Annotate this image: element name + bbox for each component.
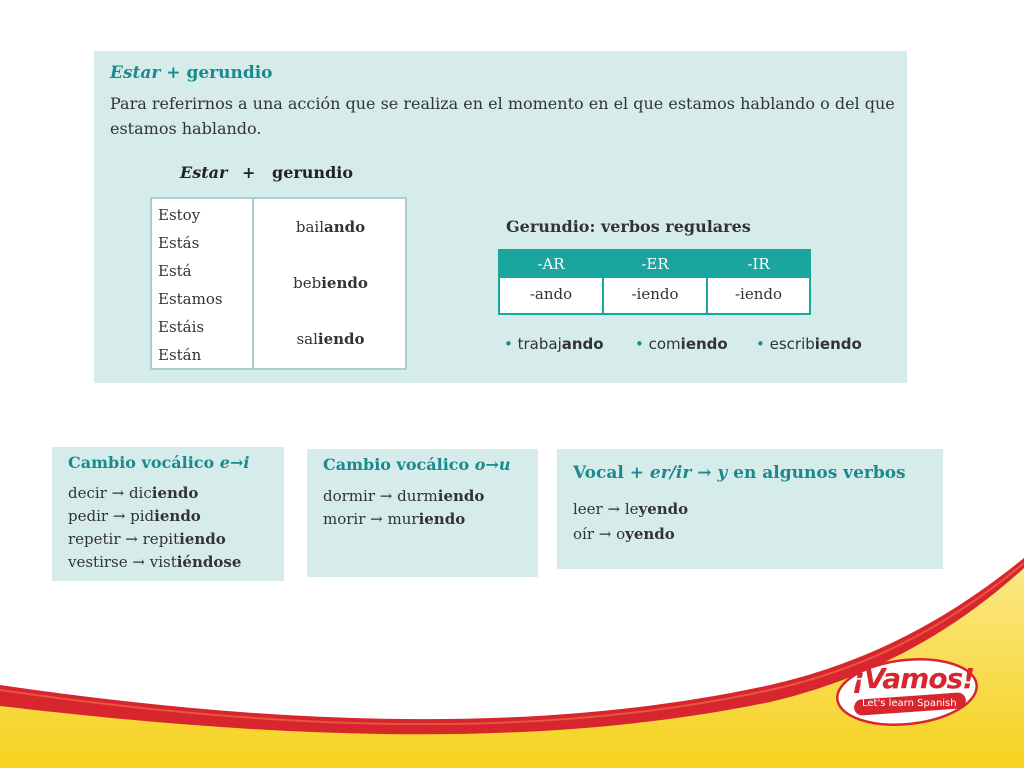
- pronoun-estoy: Estoy: [158, 206, 201, 224]
- box3-line-oir: oír → oyendo: [573, 525, 675, 543]
- example-comiendo: • comiendo: [635, 335, 728, 353]
- conjugation-table: [150, 197, 407, 370]
- subhead-plus: +: [242, 163, 256, 182]
- pronoun-estas: Estás: [158, 234, 200, 252]
- box1-line-vestirse: vestirse → vistiéndose: [68, 553, 242, 571]
- header-ir: -IR: [747, 255, 770, 273]
- subhead-gerundio: gerundio: [272, 163, 353, 182]
- logo-brand: ¡Vamos!: [852, 662, 975, 695]
- gerund-bailando: bailando: [295, 218, 366, 236]
- header-er: -ER: [641, 255, 669, 273]
- header-ar: -AR: [537, 255, 565, 273]
- box3-line-leer: leer → leyendo: [573, 500, 689, 518]
- box3-title: Vocal + er/ir → y en algunos verbos: [573, 463, 906, 483]
- title-estar: Estar: [110, 63, 161, 83]
- box2-line-morir: morir → muriendo: [323, 510, 466, 528]
- box2-title: Cambio vocálico o→u: [323, 455, 511, 474]
- gerund-bebiendo: bebiendo: [293, 274, 368, 292]
- box1-line-pedir: pedir → pidiendo: [68, 507, 201, 525]
- regular-endings-table: [498, 249, 811, 315]
- ending-er: -iendo: [631, 285, 679, 303]
- title-gerundio: + gerundio: [160, 63, 273, 83]
- example-trabajando: • trabajando: [504, 335, 604, 353]
- vamos-logo: [832, 654, 982, 734]
- logo-tagline: Let's learn Spanish: [862, 698, 957, 709]
- pronoun-estais: Estáis: [158, 318, 205, 336]
- box2-line-dormir: dormir → durmiendo: [323, 487, 485, 505]
- example-escribiendo: • escribiendo: [756, 335, 862, 353]
- subhead-estar: Estar: [180, 163, 228, 182]
- gerund-saliendo: saliendo: [296, 330, 365, 348]
- pronoun-esta: Está: [158, 262, 192, 280]
- box1-line-repetir: repetir → repitiendo: [68, 530, 226, 548]
- ending-ar: -ando: [529, 285, 573, 303]
- regular-verbs-title: Gerundio: verbos regulares: [506, 217, 751, 236]
- pronoun-estamos: Estamos: [158, 290, 223, 308]
- ending-ir: -iendo: [734, 285, 783, 303]
- pronoun-estan: Están: [158, 346, 202, 364]
- panel-title: [110, 63, 273, 83]
- estar-gerundio-panel: [94, 51, 907, 383]
- panel-description: Para referirnos a una acción que se realiza en el momento en el que estamos hablando o del que estamos hablando.: [110, 94, 895, 138]
- box1-line-decir: decir → diciendo: [68, 484, 199, 502]
- box1-title: Cambio vocálico e→i: [68, 453, 250, 472]
